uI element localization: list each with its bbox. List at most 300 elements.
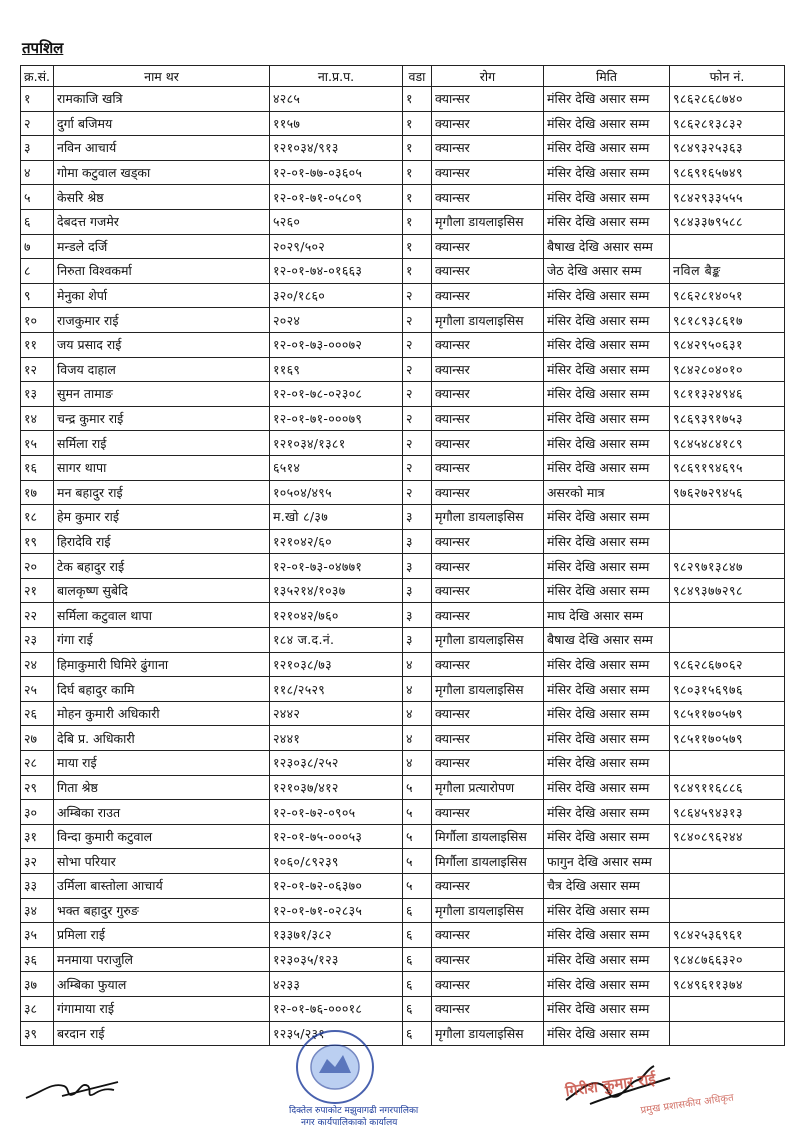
citizenship-cell: १२१०३८/७३ xyxy=(270,652,403,677)
table-row xyxy=(21,947,785,972)
serial-cell: १ xyxy=(21,87,54,112)
name-cell: विजय दाहाल xyxy=(54,357,270,382)
date-header: मिति xyxy=(544,66,670,87)
date-cell: मंसिर देखि असार सम्म xyxy=(544,529,670,554)
ward-cell: ३ xyxy=(403,628,432,653)
table-header xyxy=(21,66,785,87)
disease-cell: क्यान्सर xyxy=(432,554,544,579)
serial-cell: १८ xyxy=(21,505,54,530)
table-row xyxy=(21,136,785,161)
name-cell: मन बहादुर राई xyxy=(54,480,270,505)
citizenship-cell: १२-०१-७३-०४७७१ xyxy=(270,554,403,579)
phone-cell: ९८४२९५०६३१ xyxy=(670,332,785,357)
disease-cell: क्यान्सर xyxy=(432,234,544,259)
phone-cell: ९८६९१६५७४९ xyxy=(670,160,785,185)
phone-cell xyxy=(670,529,785,554)
ward-cell: ६ xyxy=(403,923,432,948)
date-cell: मंसिर देखि असार सम्म xyxy=(544,947,670,972)
table-row xyxy=(21,209,785,234)
citizenship-cell: २४४२ xyxy=(270,701,403,726)
serial-cell: १४ xyxy=(21,406,54,431)
table-row xyxy=(21,1021,785,1046)
ward-cell: ५ xyxy=(403,800,432,825)
citizenship-cell: १३३७१/३८२ xyxy=(270,923,403,948)
ward-cell: २ xyxy=(403,431,432,456)
disease-cell: क्यान्सर xyxy=(432,874,544,899)
ward-cell: १ xyxy=(403,209,432,234)
date-cell: माघ देखि असार सम्म xyxy=(544,603,670,628)
serial-cell: ३६ xyxy=(21,947,54,972)
table-row xyxy=(21,308,785,333)
disease-cell: क्यान्सर xyxy=(432,701,544,726)
disease-cell: क्यान्सर xyxy=(432,652,544,677)
name-cell: मनमाया पराजुलि xyxy=(54,947,270,972)
seal-line-2: नगर कार्यपालिकाको कार्यालय xyxy=(301,1118,398,1128)
citizenship-cell: १२-०१-७७-०३६०५ xyxy=(270,160,403,185)
table-row xyxy=(21,382,785,407)
disease-cell: मृगौला प्रत्यारोपण xyxy=(432,775,544,800)
table-row xyxy=(21,480,785,505)
disease-cell: क्यान्सर xyxy=(432,382,544,407)
table-row xyxy=(21,554,785,579)
phone-cell: ९८६२८१३८३२ xyxy=(670,111,785,136)
citizenship-cell: १२१०४२/७६० xyxy=(270,603,403,628)
table-row xyxy=(21,677,785,702)
table-row xyxy=(21,849,785,874)
ward-cell: २ xyxy=(403,308,432,333)
date-cell: मंसिर देखि असार सम्म xyxy=(544,505,670,530)
citizenship-cell: १२-०१-७१-०५८०९ xyxy=(270,185,403,210)
date-cell: फागुन देखि असार सम्म xyxy=(544,849,670,874)
serial-cell: ३८ xyxy=(21,996,54,1021)
name-cell: सोभा परियार xyxy=(54,849,270,874)
ward-cell: ६ xyxy=(403,996,432,1021)
citizenship-cell: १२-०१-७८-०२३०८ xyxy=(270,382,403,407)
phone-cell xyxy=(670,849,785,874)
table-row xyxy=(21,898,785,923)
disease-cell: क्यान्सर xyxy=(432,578,544,603)
table-row xyxy=(21,726,785,751)
citizenship-cell: ११५७ xyxy=(270,111,403,136)
ward-cell: ६ xyxy=(403,898,432,923)
officer-stamp-title: प्रमुख प्रशासकीय अधिकृत xyxy=(639,1092,735,1117)
phone-cell: ९८६२८६८७४० xyxy=(670,87,785,112)
date-cell: बैषाख देखि असार सम्म xyxy=(544,234,670,259)
disease-cell: क्यान्सर xyxy=(432,455,544,480)
disease-cell: क्यान्सर xyxy=(432,87,544,112)
ward-cell: १ xyxy=(403,234,432,259)
serial-header: क्र.सं. xyxy=(21,66,54,87)
phone-cell: ९८४२५३६९६१ xyxy=(670,923,785,948)
phone-cell xyxy=(670,234,785,259)
table-row xyxy=(21,529,785,554)
date-cell: मंसिर देखि असार सम्म xyxy=(544,898,670,923)
serial-cell: १२ xyxy=(21,357,54,382)
date-cell: मंसिर देखि असार सम्म xyxy=(544,923,670,948)
ward-cell: २ xyxy=(403,357,432,382)
serial-cell: ३३ xyxy=(21,874,54,899)
serial-cell: ३४ xyxy=(21,898,54,923)
serial-cell: २९ xyxy=(21,775,54,800)
phone-cell: ९८६९३९१७५३ xyxy=(670,406,785,431)
disease-cell: क्यान्सर xyxy=(432,996,544,1021)
citizenship-cell: १२१०३४/९१३ xyxy=(270,136,403,161)
citizenship-cell: २४४१ xyxy=(270,726,403,751)
citizenship-cell: २०२४ xyxy=(270,308,403,333)
phone-header: फोन नं. xyxy=(670,66,785,87)
serial-cell: ३९ xyxy=(21,1021,54,1046)
name-cell: गोमा कटुवाल खड्का xyxy=(54,160,270,185)
ward-cell: १ xyxy=(403,185,432,210)
phone-cell: ९८४९३२५३६३ xyxy=(670,136,785,161)
phone-cell: ९८६२८६७०६२ xyxy=(670,652,785,677)
ward-cell: ३ xyxy=(403,603,432,628)
name-cell: नविन आचार्य xyxy=(54,136,270,161)
date-cell: मंसिर देखि असार सम्म xyxy=(544,111,670,136)
table-row xyxy=(21,406,785,431)
citizenship-cell: ६५१४ xyxy=(270,455,403,480)
citizenship-cell: २०२९/५०२ xyxy=(270,234,403,259)
date-cell: जेठ देखि असार सम्म xyxy=(544,259,670,284)
serial-cell: ३५ xyxy=(21,923,54,948)
table-row xyxy=(21,431,785,456)
table-row xyxy=(21,972,785,997)
ward-cell: २ xyxy=(403,480,432,505)
ward-cell: ५ xyxy=(403,874,432,899)
disease-cell: मृगौला डायलाइसिस xyxy=(432,308,544,333)
table-row xyxy=(21,283,785,308)
phone-cell: ९८४२८०४०१० xyxy=(670,357,785,382)
name-cell: गंगामाया राई xyxy=(54,996,270,1021)
disease-header: रोग xyxy=(432,66,544,87)
ward-cell: १ xyxy=(403,87,432,112)
date-cell: मंसिर देखि असार सम्म xyxy=(544,578,670,603)
name-cell: माया राई xyxy=(54,751,270,776)
name-cell: बालकृष्ण सुबेदि xyxy=(54,578,270,603)
citizenship-cell: ११६९ xyxy=(270,357,403,382)
name-cell: हिमाकुमारी घिमिरे ढुंगाना xyxy=(54,652,270,677)
citizenship-cell: ४२३३ xyxy=(270,972,403,997)
name-cell: निरुता विश्वकर्मा xyxy=(54,259,270,284)
table-row xyxy=(21,652,785,677)
date-cell: मंसिर देखि असार सम्म xyxy=(544,972,670,997)
date-cell: मंसिर देखि असार सम्म xyxy=(544,726,670,751)
phone-cell: ९८४२९३३५५५ xyxy=(670,185,785,210)
patient-table xyxy=(20,65,785,1046)
serial-cell: १६ xyxy=(21,455,54,480)
serial-cell: ६ xyxy=(21,209,54,234)
date-cell: मंसिर देखि असार सम्म xyxy=(544,283,670,308)
citizenship-cell: म.खो ८/३७ xyxy=(270,505,403,530)
disease-cell: क्यान्सर xyxy=(432,726,544,751)
ward-cell: ५ xyxy=(403,775,432,800)
citizenship-cell: ३२०/१८६० xyxy=(270,283,403,308)
ward-cell: २ xyxy=(403,283,432,308)
phone-cell xyxy=(670,1021,785,1046)
date-cell: मंसिर देखि असार सम्म xyxy=(544,751,670,776)
municipal-seal xyxy=(275,1015,419,1130)
name-cell: सर्मिला राई xyxy=(54,431,270,456)
date-cell: चैत्र देखि असार सम्म xyxy=(544,874,670,899)
name-cell: केसरि श्रेष्ठ xyxy=(54,185,270,210)
name-cell: अम्बिका राउत xyxy=(54,800,270,825)
ward-header: वडा xyxy=(403,66,432,87)
serial-cell: ७ xyxy=(21,234,54,259)
name-cell: सुमन तामाङ xyxy=(54,382,270,407)
disease-cell: क्यान्सर xyxy=(432,480,544,505)
serial-cell: ८ xyxy=(21,259,54,284)
phone-cell: ९८४८७६६३२० xyxy=(670,947,785,972)
citizenship-cell: १२-०१-७२-०६३७० xyxy=(270,874,403,899)
ward-cell: ३ xyxy=(403,529,432,554)
date-cell: मंसिर देखि असार सम्म xyxy=(544,308,670,333)
name-cell: सर्मिला कटुवाल थापा xyxy=(54,603,270,628)
date-cell: असरको मात्र xyxy=(544,480,670,505)
serial-cell: ९ xyxy=(21,283,54,308)
ward-cell: ६ xyxy=(403,1021,432,1046)
ward-cell: २ xyxy=(403,382,432,407)
serial-cell: २ xyxy=(21,111,54,136)
table-row xyxy=(21,160,785,185)
phone-cell: ९८५११७०५७९ xyxy=(670,701,785,726)
date-cell: मंसिर देखि असार सम्म xyxy=(544,209,670,234)
citizenship-cell: १२-०१-७५-०००५३ xyxy=(270,824,403,849)
serial-cell: २८ xyxy=(21,751,54,776)
citizenship-cell: १२-०१-७१-०२८३५ xyxy=(270,898,403,923)
name-cell: भक्त बहादुर गुरुङ xyxy=(54,898,270,923)
ward-cell: ५ xyxy=(403,849,432,874)
disease-cell: क्यान्सर xyxy=(432,406,544,431)
date-cell: मंसिर देखि असार सम्म xyxy=(544,406,670,431)
phone-cell xyxy=(670,603,785,628)
name-cell: हेम कुमार राई xyxy=(54,505,270,530)
disease-cell: क्यान्सर xyxy=(432,603,544,628)
date-cell: मंसिर देखि असार सम्म xyxy=(544,800,670,825)
phone-cell xyxy=(670,874,785,899)
phone-cell: ९८४५४८४१८९ xyxy=(670,431,785,456)
name-cell: प्रमिला राई xyxy=(54,923,270,948)
citizenship-cell: १०५०४/४९५ xyxy=(270,480,403,505)
page-heading: तपशिल xyxy=(22,39,64,57)
disease-cell: क्यान्सर xyxy=(432,332,544,357)
citizenship-cell: १०६०/८९२३९ xyxy=(270,849,403,874)
disease-cell: क्यान्सर xyxy=(432,751,544,776)
disease-cell: मृगौला डायलाइसिस xyxy=(432,505,544,530)
disease-cell: क्यान्सर xyxy=(432,529,544,554)
name-cell: विन्दा कुमारी कटुवाल xyxy=(54,824,270,849)
citizenship-cell: १२-०१-७४-०१६६३ xyxy=(270,259,403,284)
phone-cell: ९८५११७०५७९ xyxy=(670,726,785,751)
table-row xyxy=(21,87,785,112)
date-cell: मंसिर देखि असार सम्म xyxy=(544,996,670,1021)
disease-cell: क्यान्सर xyxy=(432,259,544,284)
citizenship-cell: ५२६० xyxy=(270,209,403,234)
disease-cell: क्यान्सर xyxy=(432,283,544,308)
serial-cell: १९ xyxy=(21,529,54,554)
table-row xyxy=(21,185,785,210)
date-cell: मंसिर देखि असार सम्म xyxy=(544,824,670,849)
citizenship-cell: १३५२१४/१०३७ xyxy=(270,578,403,603)
ward-cell: ४ xyxy=(403,726,432,751)
phone-cell xyxy=(670,628,785,653)
citizenship-cell: १२-०१-७३-०००७२ xyxy=(270,332,403,357)
phone-cell: ९८४०८९६२४४ xyxy=(670,824,785,849)
serial-cell: २२ xyxy=(21,603,54,628)
phone-cell: ९८४९११६८८६ xyxy=(670,775,785,800)
phone-cell: ९८४९३७७२९८ xyxy=(670,578,785,603)
name-cell: हिरादेवि राई xyxy=(54,529,270,554)
disease-cell: क्यान्सर xyxy=(432,923,544,948)
name-cell: राजकुमार राई xyxy=(54,308,270,333)
disease-cell: मृगौला डायलाइसिस xyxy=(432,898,544,923)
date-cell: मंसिर देखि असार सम्म xyxy=(544,382,670,407)
ward-cell: ६ xyxy=(403,947,432,972)
table-row xyxy=(21,628,785,653)
name-cell: बरदान राई xyxy=(54,1021,270,1046)
ward-cell: १ xyxy=(403,160,432,185)
disease-cell: क्यान्सर xyxy=(432,160,544,185)
ward-cell: ३ xyxy=(403,578,432,603)
officer-stamp-name: गिरीश कुमार राई xyxy=(564,1069,657,1101)
disease-cell: क्यान्सर xyxy=(432,431,544,456)
phone-cell: ९८६९१९४६९५ xyxy=(670,455,785,480)
disease-cell: मृगौला डायलाइसिस xyxy=(432,209,544,234)
citizenship-cell: १२-०१-७१-०००७९ xyxy=(270,406,403,431)
name-cell: देबदत्त गजमेर xyxy=(54,209,270,234)
name-cell: सागर थापा xyxy=(54,455,270,480)
disease-cell: क्यान्सर xyxy=(432,357,544,382)
date-cell: मंसिर देखि असार सम्म xyxy=(544,185,670,210)
serial-cell: २४ xyxy=(21,652,54,677)
table-row xyxy=(21,259,785,284)
citizenship-cell: १८४ ज.द.नं. xyxy=(270,628,403,653)
serial-cell: १७ xyxy=(21,480,54,505)
name-cell: अम्बिका फुयाल xyxy=(54,972,270,997)
serial-cell: ३ xyxy=(21,136,54,161)
ward-cell: १ xyxy=(403,259,432,284)
citizenship-header: ना.प्र.प. xyxy=(270,66,403,87)
date-cell: मंसिर देखि असार सम्म xyxy=(544,136,670,161)
serial-cell: २० xyxy=(21,554,54,579)
table-row xyxy=(21,775,785,800)
name-header: नाम थर xyxy=(54,66,270,87)
phone-cell: ९८२९७१३८४७ xyxy=(670,554,785,579)
ward-cell: ५ xyxy=(403,824,432,849)
name-cell: देबि प्र. अधिकारी xyxy=(54,726,270,751)
name-cell: गंगा राई xyxy=(54,628,270,653)
ward-cell: ४ xyxy=(403,677,432,702)
name-cell: मन्डले दर्जि xyxy=(54,234,270,259)
table-row xyxy=(21,824,785,849)
serial-cell: १० xyxy=(21,308,54,333)
citizenship-cell: १२१०३७/४१२ xyxy=(270,775,403,800)
disease-cell: क्यान्सर xyxy=(432,111,544,136)
date-cell: मंसिर देखि असार सम्म xyxy=(544,554,670,579)
serial-cell: २५ xyxy=(21,677,54,702)
citizenship-cell: ११८/२५२९ xyxy=(270,677,403,702)
serial-cell: ११ xyxy=(21,332,54,357)
table-row xyxy=(21,874,785,899)
date-cell: मंसिर देखि असार सम्म xyxy=(544,677,670,702)
phone-cell xyxy=(670,996,785,1021)
serial-cell: ४ xyxy=(21,160,54,185)
table-row xyxy=(21,505,785,530)
ward-cell: ३ xyxy=(403,554,432,579)
disease-cell: मृगौला डायलाइसिस xyxy=(432,677,544,702)
citizenship-cell: १२३०३८/२५२ xyxy=(270,751,403,776)
disease-cell: मृगौला डायलाइसिस xyxy=(432,1021,544,1046)
citizenship-cell: १२१०३४/१३८१ xyxy=(270,431,403,456)
disease-cell: क्यान्सर xyxy=(432,136,544,161)
serial-cell: ३१ xyxy=(21,824,54,849)
serial-cell: २३ xyxy=(21,628,54,653)
phone-cell: ९८४९६११३७४ xyxy=(670,972,785,997)
serial-cell: १३ xyxy=(21,382,54,407)
phone-cell xyxy=(670,751,785,776)
date-cell: मंसिर देखि असार सम्म xyxy=(544,332,670,357)
disease-cell: क्यान्सर xyxy=(432,947,544,972)
name-cell: गिता श्रेष्ठ xyxy=(54,775,270,800)
serial-cell: ३७ xyxy=(21,972,54,997)
name-cell: दुर्गा बजिमय xyxy=(54,111,270,136)
name-cell: मेनुका शेर्पा xyxy=(54,283,270,308)
table-row xyxy=(21,603,785,628)
phone-cell: ९८११३२४९४६ xyxy=(670,382,785,407)
disease-cell: मिर्गौला डायलाइसिस xyxy=(432,824,544,849)
phone-cell: ९८६२८१४०५१ xyxy=(670,283,785,308)
name-cell: चन्द्र कुमार राई xyxy=(54,406,270,431)
name-cell: रामकाजि खत्रि xyxy=(54,87,270,112)
date-cell: मंसिर देखि असार सम्म xyxy=(544,160,670,185)
phone-cell: ९८६४५९४३१३ xyxy=(670,800,785,825)
citizenship-cell: १२३०३५/१२३ xyxy=(270,947,403,972)
disease-cell: क्यान्सर xyxy=(432,800,544,825)
name-cell: मोहन कुमारी अधिकारी xyxy=(54,701,270,726)
date-cell: मंसिर देखि असार सम्म xyxy=(544,1021,670,1046)
table-row xyxy=(21,578,785,603)
date-cell: मंसिर देखि असार सम्म xyxy=(544,775,670,800)
name-cell: जय प्रसाद राई xyxy=(54,332,270,357)
date-cell: मंसिर देखि असार सम्म xyxy=(544,701,670,726)
date-cell: बैषाख देखि असार सम्म xyxy=(544,628,670,653)
phone-cell: ९८४३३७९५८८ xyxy=(670,209,785,234)
ward-cell: २ xyxy=(403,332,432,357)
citizenship-cell: १२-०१-७६-०००१८ xyxy=(270,996,403,1021)
ward-cell: ४ xyxy=(403,652,432,677)
table-row xyxy=(21,234,785,259)
serial-cell: ३० xyxy=(21,800,54,825)
table-row xyxy=(21,996,785,1021)
name-cell: उर्मिला बास्तोला आचार्य xyxy=(54,874,270,899)
ward-cell: ६ xyxy=(403,972,432,997)
table-row xyxy=(21,455,785,480)
table-row xyxy=(21,800,785,825)
table-row xyxy=(21,751,785,776)
ward-cell: ४ xyxy=(403,751,432,776)
serial-cell: २१ xyxy=(21,578,54,603)
left-signature xyxy=(22,1068,132,1108)
disease-cell: क्यान्सर xyxy=(432,972,544,997)
serial-cell: २७ xyxy=(21,726,54,751)
citizenship-cell: १२१०४२/६० xyxy=(270,529,403,554)
serial-cell: १५ xyxy=(21,431,54,456)
table-body xyxy=(21,87,785,1046)
citizenship-cell: १२३५/२३१ xyxy=(270,1021,403,1046)
phone-cell: ९८१८९३८६१७ xyxy=(670,308,785,333)
serial-cell: ३२ xyxy=(21,849,54,874)
phone-cell: नविल बैङ्क xyxy=(670,259,785,284)
phone-cell xyxy=(670,898,785,923)
